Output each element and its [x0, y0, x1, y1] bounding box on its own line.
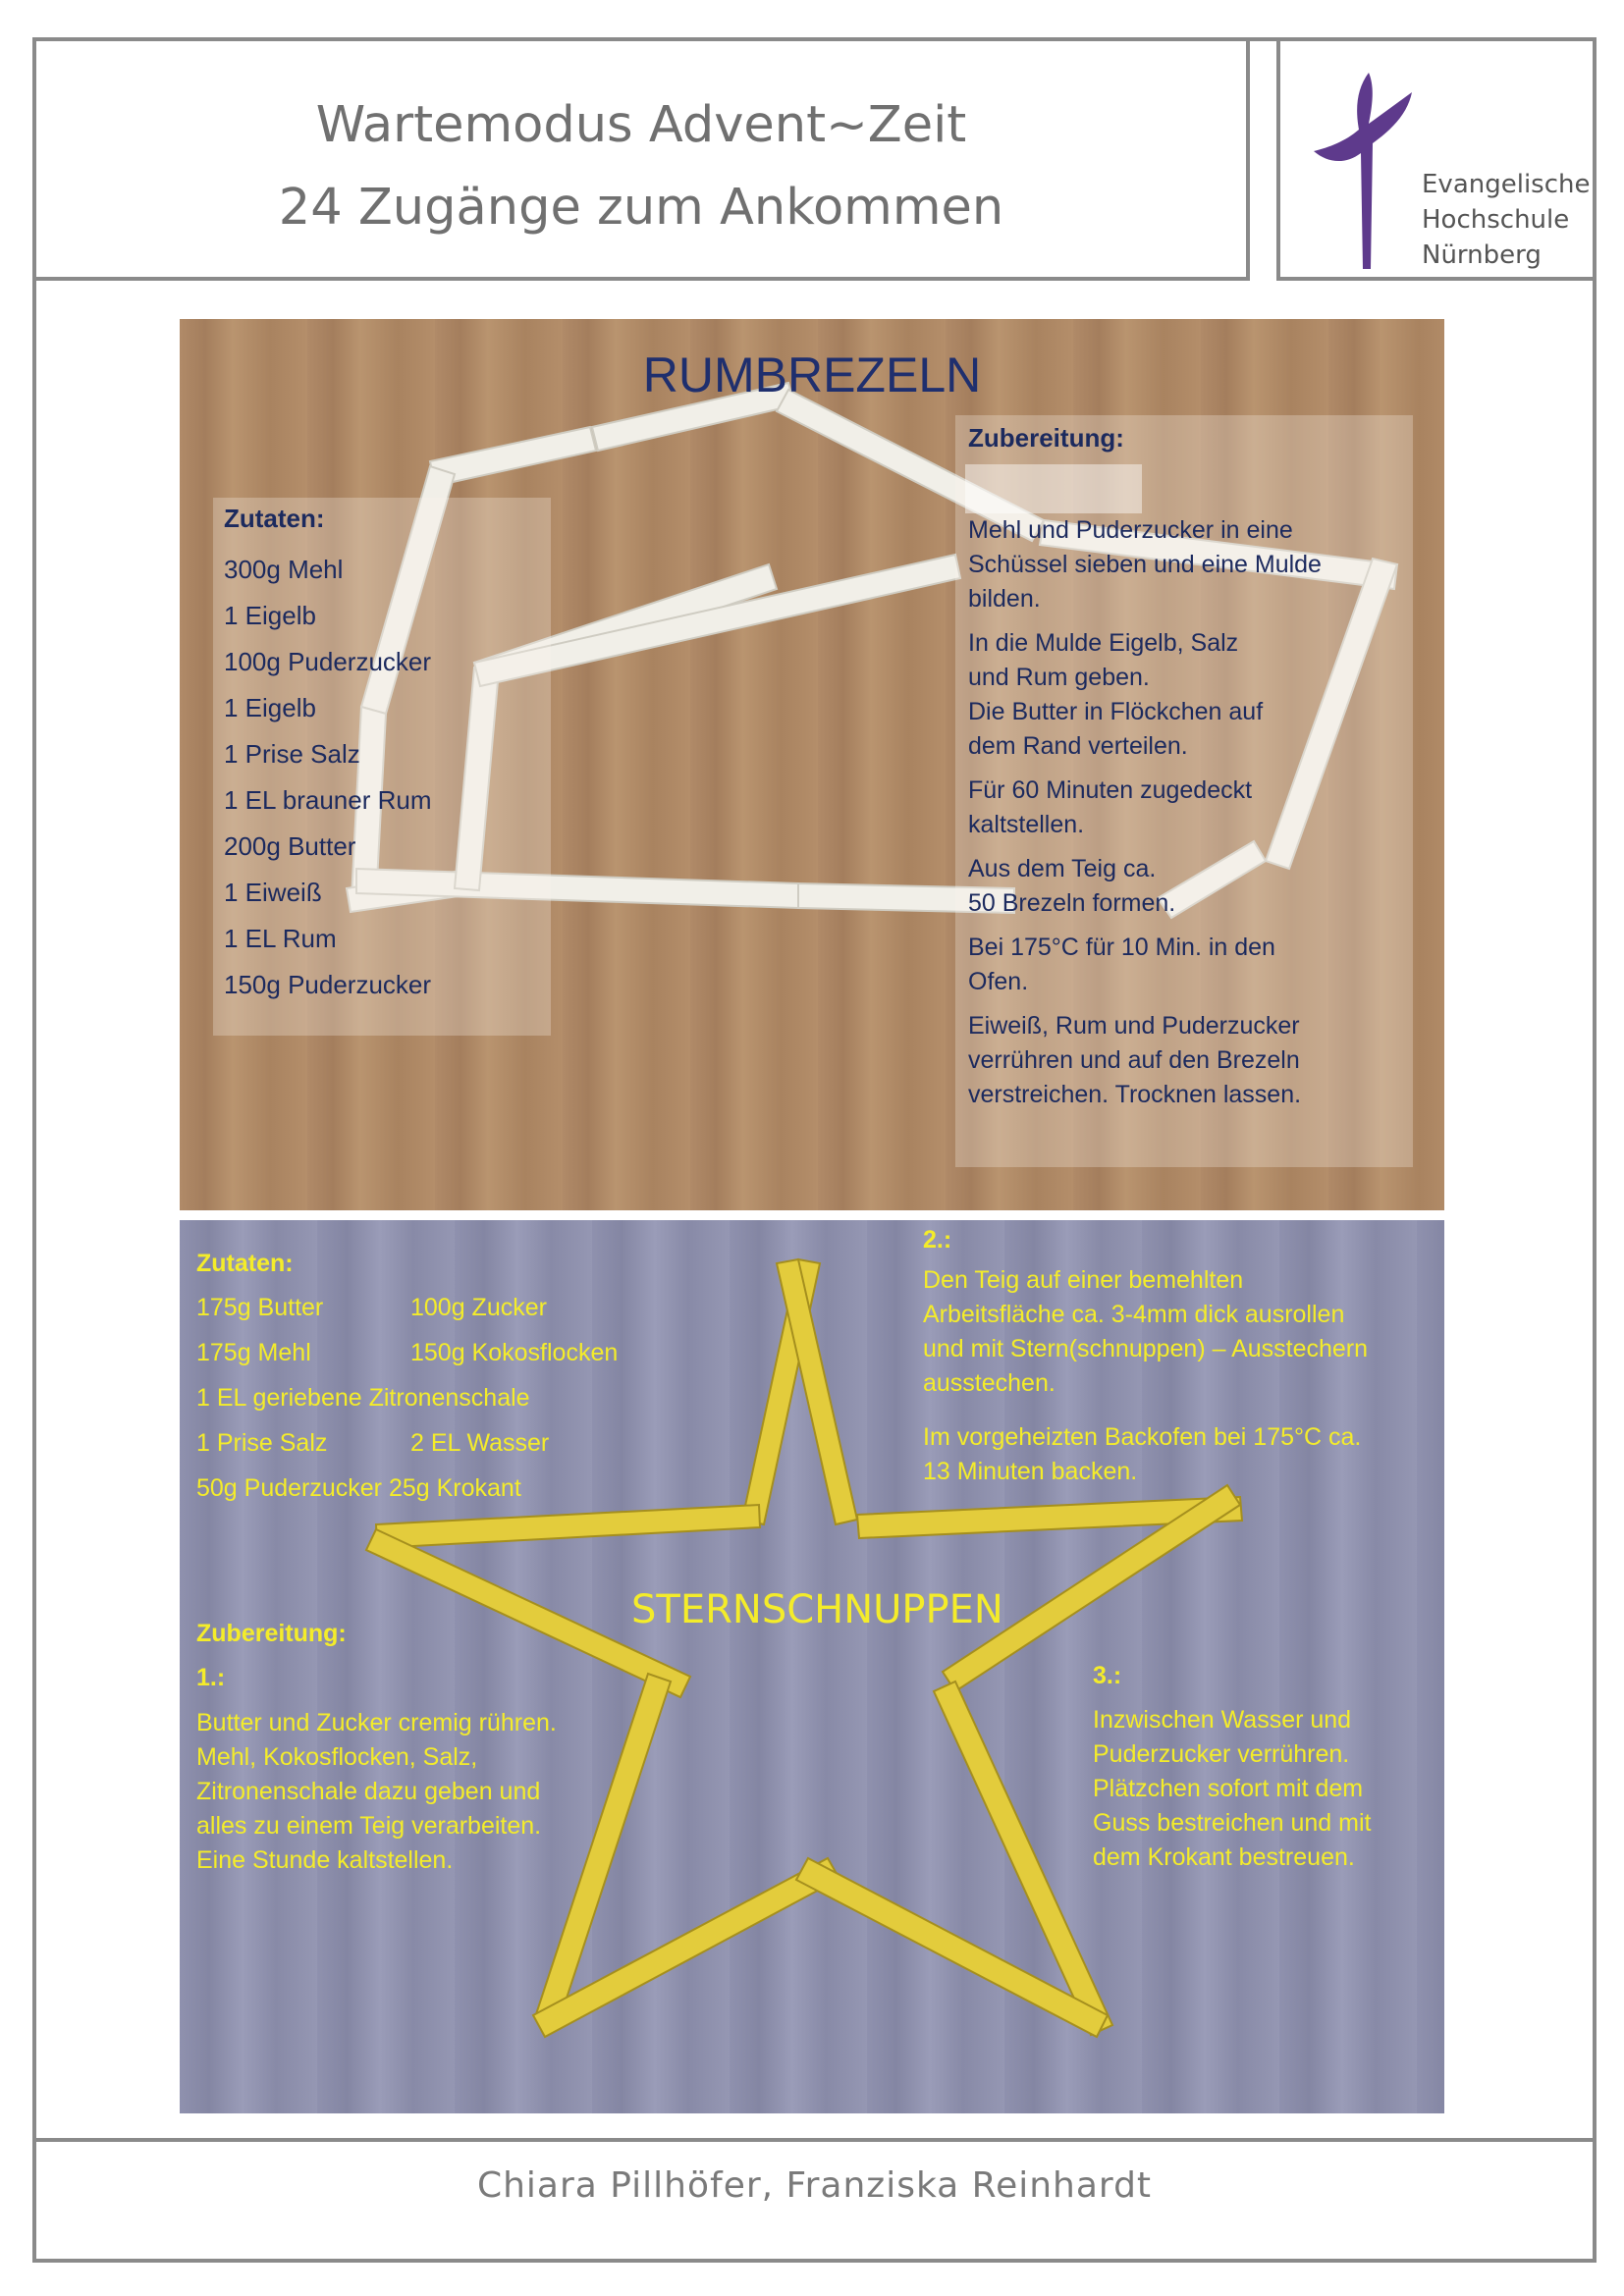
step-text: Für 60 Minuten zugedeckt kaltstellen.	[968, 776, 1253, 838]
ingredient-a: 1 EL geriebene Zitronenschale	[196, 1384, 530, 1412]
list-item: 1 EL brauner Rum	[224, 785, 432, 815]
blank-label-area	[965, 464, 1142, 513]
list-item: 100g Puderzucker	[224, 647, 432, 676]
step2-label: 2.:	[923, 1226, 952, 1254]
ingredient-a: 175g Mehl	[196, 1339, 311, 1366]
step1-text: Butter und Zucker cremig rühren. Mehl, Kokosflocken, Salz, Zitronenschale dazu geben und alles zu einem Teig verarbeiten. Eine Stunde kaltstellen.	[196, 1709, 557, 1874]
ingredient-a: 50g Puderzucker 25g Krokant	[196, 1474, 521, 1502]
ingredients-heading: Zutaten:	[224, 504, 325, 533]
footer-authors: Chiara Pillhöfer, Franziska Reinhardt	[476, 2165, 1153, 2206]
list-item: 1 Eiweiß	[224, 878, 322, 907]
rumbrezeln-photo	[180, 319, 1444, 1210]
ingredient-b: 2 EL Wasser	[410, 1429, 550, 1457]
title-box	[32, 37, 1250, 281]
logo-line-3: Nürnberg	[1422, 240, 1542, 270]
sternschnuppen-title: STERNSCHNUPPEN	[631, 1587, 1003, 1632]
page-subtitle: 24 Zugänge zum Ankommen	[278, 179, 1004, 237]
list-item: 300g Mehl	[224, 555, 344, 584]
preparation-steps	[968, 513, 1400, 1122]
step2-text-b: Im vorgeheizten Backofen bei 175°C ca. 13 Minuten backen.	[923, 1423, 1362, 1485]
list-item: 200g Butter	[224, 831, 356, 861]
footer-divider	[32, 2138, 1597, 2142]
step-text: Aus dem Teig ca. 50 Brezeln formen.	[968, 855, 1176, 917]
step-text: Mehl und Puderzucker in eine Schüssel sieben und eine Mulde bilden.	[968, 516, 1322, 613]
step-text: Eiweiß, Rum und Puderzucker verrühren und auf den Brezeln verstreichen. Trocknen lassen.	[968, 1012, 1302, 1108]
star-preparation-heading: Zubereitung:	[196, 1620, 347, 1647]
page-title: Wartemodus Advent~Zeit	[315, 96, 967, 154]
star-ingredients-heading: Zutaten:	[196, 1250, 294, 1277]
list-item: 1 Eigelb	[224, 601, 316, 630]
step-text: In die Mulde Eigelb, Salz und Rum geben. Die Butter in Flöckchen auf dem Rand verteilen.	[968, 629, 1264, 760]
step1-label: 1.:	[196, 1664, 226, 1691]
list-item: 1 Eigelb	[224, 693, 316, 722]
ingredient-a: 1 Prise Salz	[196, 1429, 328, 1457]
ingredient-b: 150g Kokosflocken	[410, 1339, 619, 1366]
rumbrezeln-title: RUMBREZELN	[642, 347, 982, 402]
list-item: 1 EL Rum	[224, 924, 337, 953]
logo-line-2: Hochschule	[1422, 205, 1570, 235]
ingredients-list	[224, 547, 431, 1008]
ingredient-a: 175g Butter	[196, 1294, 324, 1321]
step-text: Bei 175°C für 10 Min. in den Ofen.	[968, 934, 1275, 995]
list-item: 1 Prise Salz	[224, 739, 360, 769]
logo-box	[1276, 37, 1597, 281]
step3-text: Inzwischen Wasser und Puderzucker verrühren. Plätzchen sofort mit dem Guss bestreichen und mit dem Krokant bestreuen.	[1093, 1706, 1372, 1871]
sternschnuppen-photo	[180, 1220, 1444, 2113]
list-item: 150g Puderzucker	[224, 970, 432, 999]
preparation-heading: Zubereitung:	[968, 423, 1124, 453]
step3-label: 3.:	[1093, 1662, 1122, 1689]
logo-line-1: Evangelische	[1422, 170, 1591, 199]
logo-text	[1422, 167, 1591, 273]
step2-text: Den Teig auf einer bemehlten Arbeitsfläche ca. 3-4mm dick ausrollen und mit Stern(schnuppen) – Ausstechern ausstechen.	[923, 1266, 1369, 1397]
ingredient-b: 100g Zucker	[410, 1294, 547, 1321]
cross-logo-icon	[1310, 67, 1418, 273]
